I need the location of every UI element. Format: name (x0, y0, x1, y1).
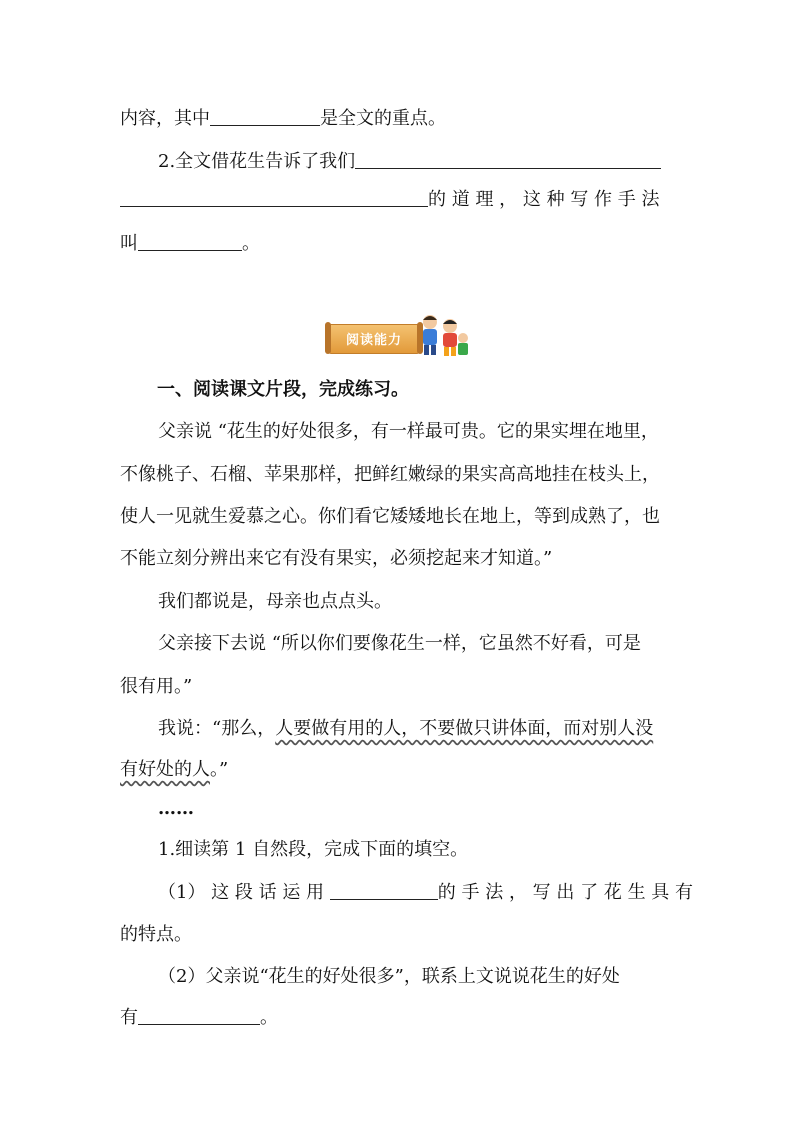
wavy-underlined-text: 人要做有用的人，不要做只讲体面，而对别人没 (275, 718, 654, 739)
wavy-underlined-text: 有好处的人 (120, 759, 210, 780)
passage-p1-line-3: 使人一见就生爱慕之心。你们看它矮矮地长在地上，等到成熟了，也 (120, 506, 660, 527)
passage-p2: 我们都说是，母亲也点点头。 (158, 591, 392, 612)
answer-blank[interactable] (138, 230, 242, 251)
ellipsis: …… (158, 798, 194, 819)
badge-label: 阅读能力 (345, 333, 402, 348)
line-content-key-point (120, 105, 446, 133)
passage-p1-line-1: 父亲说 “花生的好处很多，有一样最可贵。它的果实埋在地里， (158, 421, 659, 442)
answer-blank[interactable] (355, 148, 661, 169)
question-1-1-line-1 (158, 879, 693, 907)
passage-p3-line-1: 父亲接下去说 “所以你们要像花生一样，它虽然不好看，可是 (158, 633, 641, 654)
text: 的 道 理 ， 这 种 写 作 手 法 (428, 189, 660, 210)
text: 叫 (120, 233, 138, 254)
answer-blank[interactable] (330, 879, 438, 900)
text: 。 (242, 233, 260, 254)
scroll-banner (328, 324, 420, 354)
passage-p1-line-2: 不像桃子、石榴、苹果那样，把鲜红嫩绿的果实高高地挂在枝头上， (120, 464, 660, 485)
text: 的 手 法 ， 写 出 了 花 生 具 有 (437, 882, 694, 903)
text: （1） 这 段 话 运 用 (158, 882, 330, 903)
section-title: 一、阅读课文片段，完成练习。 (157, 379, 409, 400)
question-2-line-1 (158, 148, 661, 176)
reading-ability-badge (326, 310, 471, 358)
text: 。” (210, 759, 229, 780)
question-1-2-line-1: （2）父亲说“花生的好处很多”，联系上文说说花生的好处 (158, 966, 620, 987)
passage-p1-line-4: 不能立刻分辨出来它有没有果实，必须挖起来才知道。” (120, 548, 553, 569)
passage-p4-line-1 (158, 715, 653, 743)
question-1-1-line-2: 的特点。 (120, 924, 192, 945)
answer-blank[interactable] (138, 1004, 260, 1025)
question-1-title: 1.细读第 1 自然段，完成下面的填空。 (158, 839, 469, 860)
text: 。 (260, 1007, 278, 1028)
text: 我说：“那么， (158, 718, 276, 739)
question-2-line-3 (120, 230, 260, 258)
text: 是全文的重点。 (320, 108, 446, 129)
question-2-line-2 (120, 186, 660, 214)
children-icon (418, 310, 470, 358)
answer-blank[interactable] (210, 105, 320, 126)
passage-p4-line-2 (120, 756, 228, 784)
question-1-2-line-2 (120, 1004, 278, 1032)
answer-blank[interactable] (120, 186, 428, 207)
text: 2.全文借花生告诉了我们 (158, 151, 356, 172)
passage-p3-line-2: 很有用。” (120, 676, 193, 697)
text: 内容，其中 (120, 108, 210, 129)
text: 有 (120, 1007, 138, 1028)
